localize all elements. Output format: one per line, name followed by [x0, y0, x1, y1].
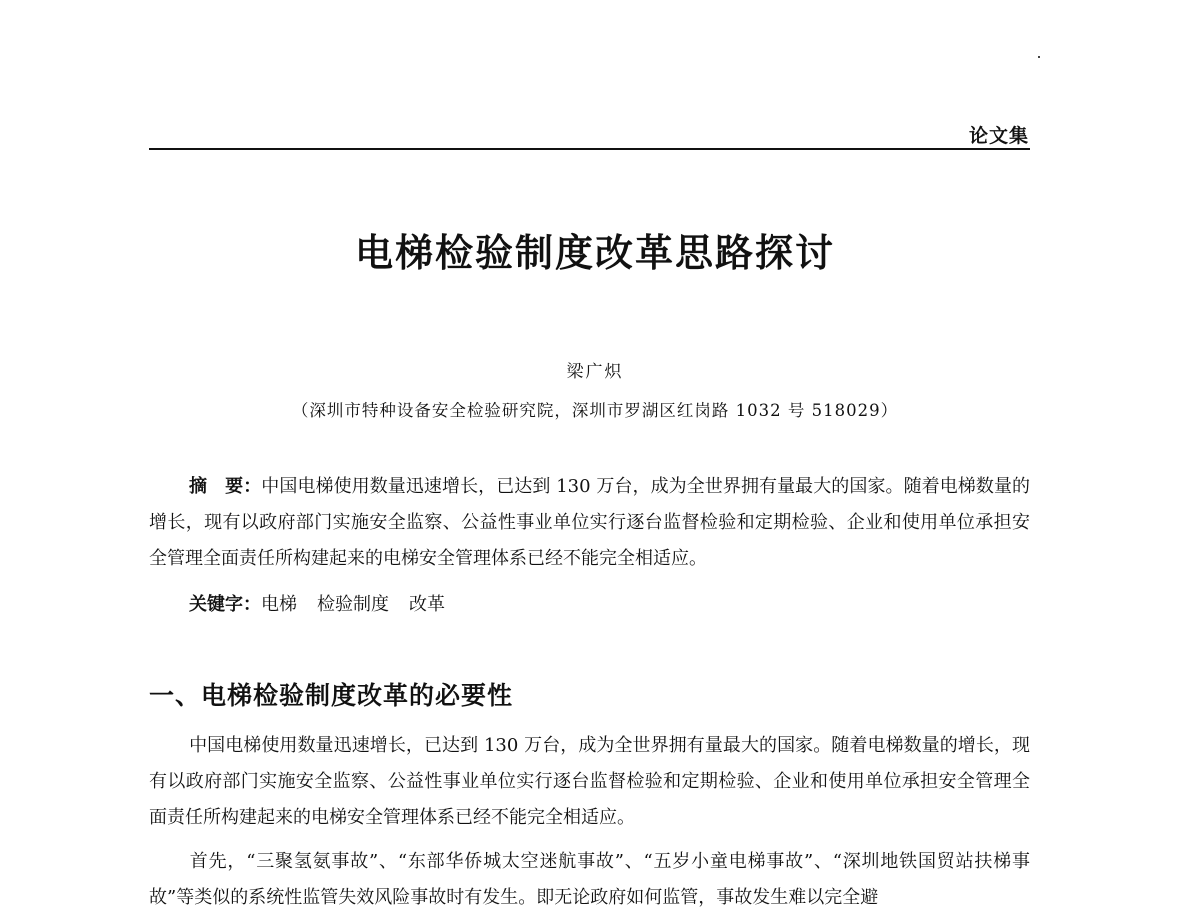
author-name: 梁广炽 — [566, 362, 624, 382]
keyword: 改革 — [409, 594, 445, 615]
abstract-text: 中国电梯使用数量迅速增长，已达到 130 万台，成为全世界拥有量最大的国家。随着电梯数量的增长，现有以政府部门实施安全监察、公益性事业单位实行逐台监督检验和定期检验、企业和使用单位承担安全管理全面责任所构建起来的电梯安全管理体系已经不能完全相适应。 — [149, 476, 1031, 569]
corner-mark — [1038, 56, 1040, 58]
body-paragraph — [149, 844, 1030, 916]
keywords-label: 关键字： — [189, 594, 261, 615]
section-heading: 一、电梯检验制度改革的必要性 — [149, 681, 514, 710]
author-affiliation: （深圳市特种设备安全检验研究院，深圳市罗湖区红岗路 1032 号 518029） — [291, 401, 899, 420]
paper-title: 电梯检验制度改革思路探讨 — [354, 231, 835, 275]
paragraph-text: 首先，“三聚氢氨事故”、“东部华侨城太空迷航事故”、“五岁小童电梯事故”、“深圳地铁国贸站扶梯事故”等类似的系统性监管失效风险事故时有发生。即无论政府如何监管，事故发生难以完全避 — [149, 851, 1030, 908]
paragraph-text: 中国电梯使用数量迅速增长，已达到 130 万台，成为全世界拥有量最大的国家。随着电梯数量的增长，现有以政府部门实施安全监察、公益性事业单位实行逐台监督检验和定期检验、企业和使用单位承担安全管理全面责任所构建起来的电梯安全管理体系已经不能完全相适应。 — [149, 735, 1030, 828]
body-paragraph — [149, 728, 1030, 836]
journal-label: 论文集 — [968, 125, 1029, 147]
keywords — [189, 590, 465, 616]
abstract — [149, 469, 1030, 577]
abstract-label: 摘 要： — [189, 476, 262, 497]
header-rule — [149, 148, 1030, 150]
keyword: 电梯 — [261, 594, 297, 615]
keyword: 检验制度 — [317, 594, 389, 615]
